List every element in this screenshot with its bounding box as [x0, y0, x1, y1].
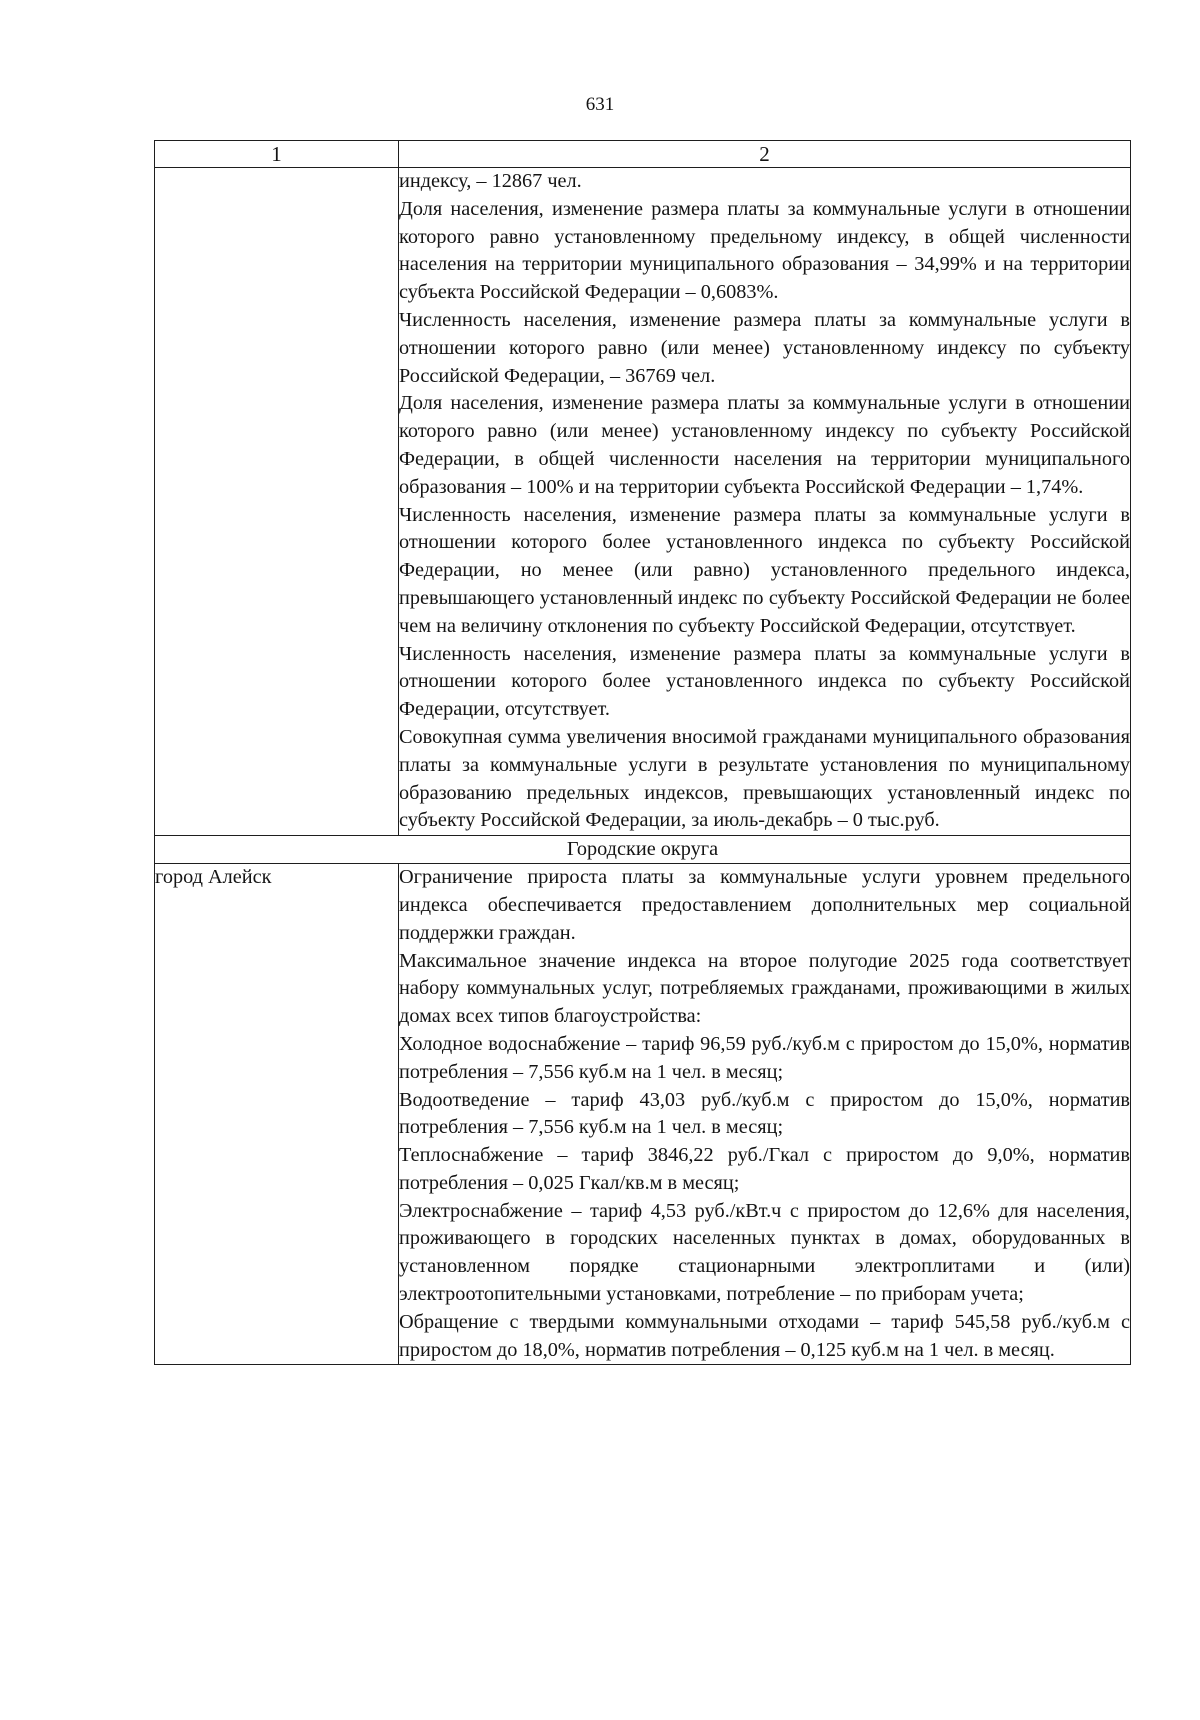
paragraph: Численность населения, изменение размера платы за коммунальные услуги в отношении которого равно (или менее) установленному индексу по субъекту Российской Федерации, – 36769 чел. [399, 308, 1130, 387]
municipality-name: город Алейск [155, 864, 399, 1365]
municipality-row [155, 864, 1131, 1365]
paragraph: Обращение с твердыми коммунальными отходами – тариф 545,58 руб./куб.м с приростом до 18,0%, норматив потребления – 0,125 куб.м на 1 чел. в месяц. [399, 1310, 1130, 1361]
paragraph: Холодное водоснабжение – тариф 96,59 руб./куб.м с приростом до 15,0%, норматив потребления – 7,556 куб.м на 1 чел. в месяц; [399, 1032, 1130, 1083]
continuation-name-cell [155, 168, 399, 836]
paragraph: Доля населения, изменение размера платы за коммунальные услуги в отношении которого равно установленному предельному индексу, в общей численности населения на территории муниципального образования – 34,99% и на территории субъекта Российской Федерации – 0,6083%. [399, 197, 1130, 304]
municipality-text-cell [399, 864, 1131, 1365]
continuation-row [155, 168, 1131, 836]
paragraph: Ограничение прироста платы за коммунальные услуги уровнем предельного индекса обеспечивается предоставлением дополнительных мер социальной поддержки граждан. [399, 866, 1130, 944]
content-table [154, 140, 1131, 1365]
paragraph: Водоотведение – тариф 43,03 руб./куб.м с приростом до 15,0%, норматив потребления – 7,556 куб.м на 1 чел. в месяц; [399, 1088, 1130, 1139]
paragraph: Численность населения, изменение размера платы за коммунальные услуги в отношении которого более установленного индекса по субъекту Российской Федерации, отсутствует. [399, 642, 1130, 721]
paragraph: Электроснабжение – тариф 4,53 руб./кВт.ч с приростом до 12,6% для населения, проживающего в городских населенных пунктах в домах, оборудованных в установленном порядке стационарными электроплитами и (или) электроотопительными установками, потребление – по приборам учета; [399, 1199, 1130, 1306]
column-header-1: 1 [155, 141, 399, 168]
paragraph: Теплоснабжение – тариф 3846,22 руб./Гкал с приростом до 9,0%, норматив потребления – 0,025 Гкал/кв.м в месяц; [399, 1144, 1130, 1194]
column-header-2: 2 [399, 141, 1131, 168]
continuation-text-cell [399, 168, 1131, 836]
paragraph: Доля населения, изменение размера платы за коммунальные услуги в отношении которого равно (или менее) установленному индексу по субъекту Российской Федерации, в общей численности населения на территории муниципального образования – 100% и на территории субъекта Российской Федерации – 1,74%. [399, 392, 1130, 498]
section-row [155, 836, 1131, 864]
section-title: Городские округа [155, 836, 1131, 864]
paragraph: индексу, – 12867 чел. [399, 170, 582, 192]
page-number: 631 [585, 94, 615, 115]
paragraph: Численность населения, изменение размера платы за коммунальные услуги в отношении которого более установленного индекса по субъекту Российской Федерации, но менее (или равно) установленного предельного индекса, превышающего установленный индекс по субъекту Российской Федерации не более чем на величину отклонения по субъекту Российской Федерации, отсутствует. [399, 503, 1130, 637]
table-header-row [155, 141, 1131, 168]
paragraph: Совокупная сумма увеличения вносимой гражданами муниципального образования платы за коммунальные услуги в результате установления по муниципальному образованию предельных индексов, превышающих установленный индекс по субъекту Российской Федерации, за июль-декабрь – 0 тыс.руб. [399, 725, 1130, 832]
paragraph: Максимальное значение индекса на второе полугодие 2025 года соответствует набору коммунальных услуг, потребляемых гражданами, проживающими в жилых домах всех типов благоустройства: [399, 949, 1130, 1028]
